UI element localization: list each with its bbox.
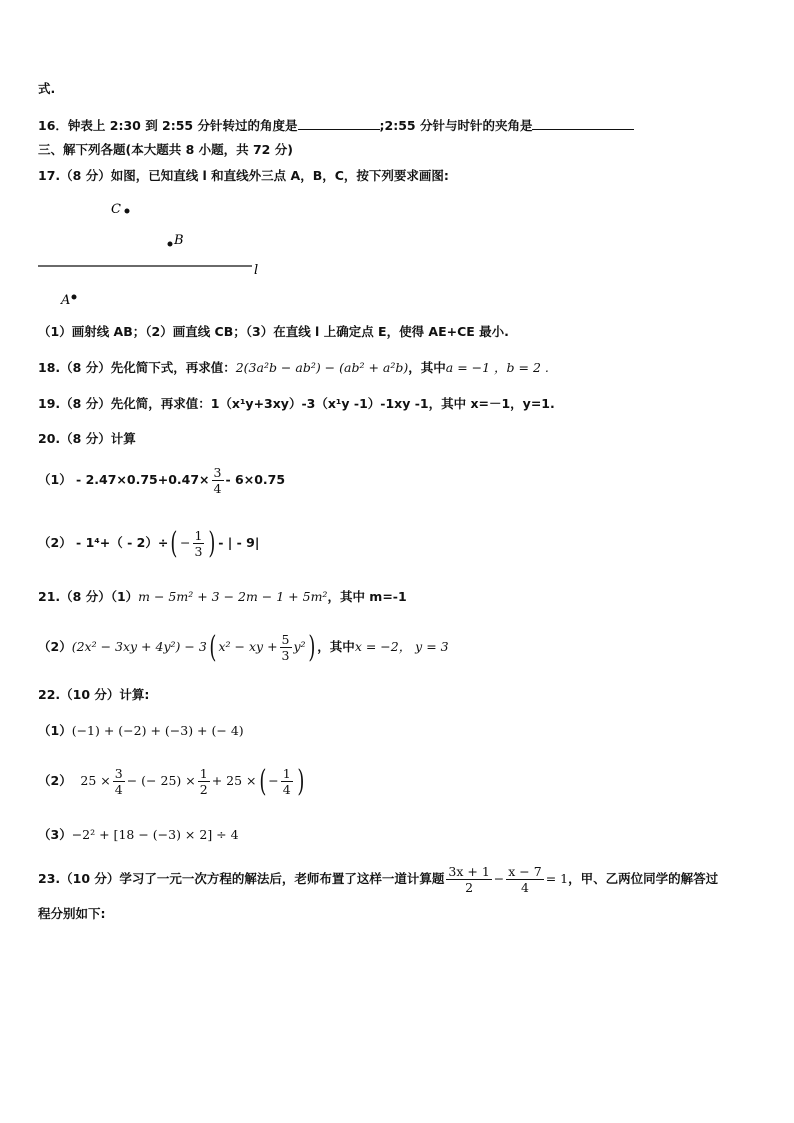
q21-2-expression-b: x² − xy +	[218, 639, 278, 654]
fraction-3x-plus-1: $\frac{3x + 1}{2}$	[448, 864, 490, 895]
q18-expression: 2(3a²b − ab²) − (ab² + a²b)	[235, 360, 409, 375]
q22-3-expression: −2² + [18 − (−3) × 2] ÷ 4	[71, 827, 239, 842]
section-heading: 三、解下列各题(本大题共 8 小题，共 72 分)	[38, 142, 293, 157]
point-b-label: B	[174, 233, 184, 248]
minus-sign: −	[180, 535, 191, 550]
fraction-x-minus-7: $\frac{x - 7}{4}$	[508, 864, 542, 895]
equals-one: = 1	[545, 871, 569, 886]
q18-condition: a = −1 ，b = 2 .	[445, 360, 549, 375]
q23-prompt: 23.（10 分）学习了一元一次方程的解法后，老师布置了这样一道计算题	[38, 871, 445, 886]
q21-2-where: ，其中	[317, 639, 355, 654]
q23-continuation: 程分别如下:	[38, 906, 106, 921]
paren-close: )	[297, 763, 305, 799]
question-22: 22.（10 分）计算:	[38, 687, 150, 702]
point-b	[168, 242, 173, 247]
q22-2-label: （2）	[38, 773, 72, 788]
q21-1-expression: m − 5m² + 3 − 2m − 1 + 5m²	[138, 589, 328, 604]
q21-2-expression-c: y²	[293, 639, 306, 654]
q20-1-expr-a: （1） - 2.47×0.75+0.47×	[38, 472, 210, 487]
q18-prompt: 18.（8 分）先化简下式，再求值：	[38, 360, 236, 375]
fraction-five-thirds: $\frac{5}{3}$	[281, 632, 290, 663]
question-17: 17.（8 分）如图，已知直线 l 和直线外三点 A，B，C，按下列要求画图:	[38, 168, 449, 183]
q22-2-expr-b: − (− 25) ×	[126, 773, 196, 788]
question-20: 20.（8 分）计算	[38, 431, 136, 446]
q20-part-1	[38, 464, 285, 496]
fraction-half: $\frac{1}{2}$	[199, 766, 208, 797]
q22-part-2	[38, 764, 306, 798]
q22-2-expr-c: + 25 ×	[211, 773, 257, 788]
fraction-three-quarters: $\frac{3}{4}$	[114, 766, 123, 797]
fraction-three-quarters: $\frac{3}{4}$	[213, 465, 222, 496]
line-l-label: l	[254, 263, 259, 278]
question-23	[38, 862, 718, 896]
point-c-label: C	[111, 202, 121, 217]
minus-sign: −	[493, 871, 505, 886]
text-line: 式.	[38, 81, 56, 96]
paren-open: (	[258, 763, 266, 799]
q20-2-expr-a: （2） - 1⁴+（ - 2）÷	[38, 535, 169, 550]
question-19: 19.（8 分）先化简，再求值：1（x¹y+3xy）-3（x¹y -1）-1xy -1，其中 x=－1，y=1.	[38, 396, 555, 411]
paren-open: (	[209, 629, 217, 665]
q21-2-condition: x = −2， y = 3	[354, 639, 449, 654]
q16-part-a: 16．钟表上 2:30 到 2:55 分针转过的角度是	[38, 118, 298, 133]
paren-open: (	[170, 525, 178, 561]
q22-3-label: （3）	[38, 827, 72, 842]
q21-2-expression-a: (2x² − 3xy + 4y²) − 3	[71, 639, 207, 654]
q22-part-1	[38, 722, 244, 740]
question-18	[38, 359, 549, 377]
point-a	[72, 295, 77, 300]
q16-part-b: ;2:55 分针与时针的夹角是	[379, 118, 533, 133]
paren-close: )	[208, 525, 216, 561]
q21-2-label: （2）	[38, 639, 72, 654]
q21-1-condition: ，其中 m=-1	[327, 589, 407, 604]
q20-1-expr-b: - 6×0.75	[225, 472, 286, 487]
q17-figure	[0, 0, 794, 320]
q18-where: ，其中	[408, 360, 446, 375]
question-21-part-2	[38, 630, 449, 664]
q21-prompt: 21.（8 分）（1）	[38, 589, 139, 604]
fraction-neg-quarter: $\frac{1}{4}$	[282, 766, 291, 797]
point-a-label: A	[61, 293, 71, 308]
q17-tasks: （1）画射线 AB；（2）画直线 CB；（3）在直线 l 上确定点 E，使得 AE+CE 最小.	[38, 324, 509, 339]
q22-2-expr-a: 25 ×	[80, 773, 111, 788]
q23-prompt-end: ，甲、乙两位同学的解答过	[568, 871, 719, 886]
q20-2-expr-b: - | - 9|	[218, 535, 260, 550]
q20-part-2	[38, 526, 259, 560]
q22-1-label: （1）	[38, 723, 72, 738]
point-c	[125, 209, 130, 214]
question-21-part-1	[38, 588, 407, 606]
fraction-neg-third: $\frac{1}{3}$	[194, 528, 203, 559]
paren-close: )	[307, 629, 315, 665]
q22-1-expression: (−1) + (−2) + (−3) + (− 4)	[71, 723, 244, 738]
q22-part-3	[38, 826, 239, 844]
minus-sign: −	[268, 773, 279, 788]
